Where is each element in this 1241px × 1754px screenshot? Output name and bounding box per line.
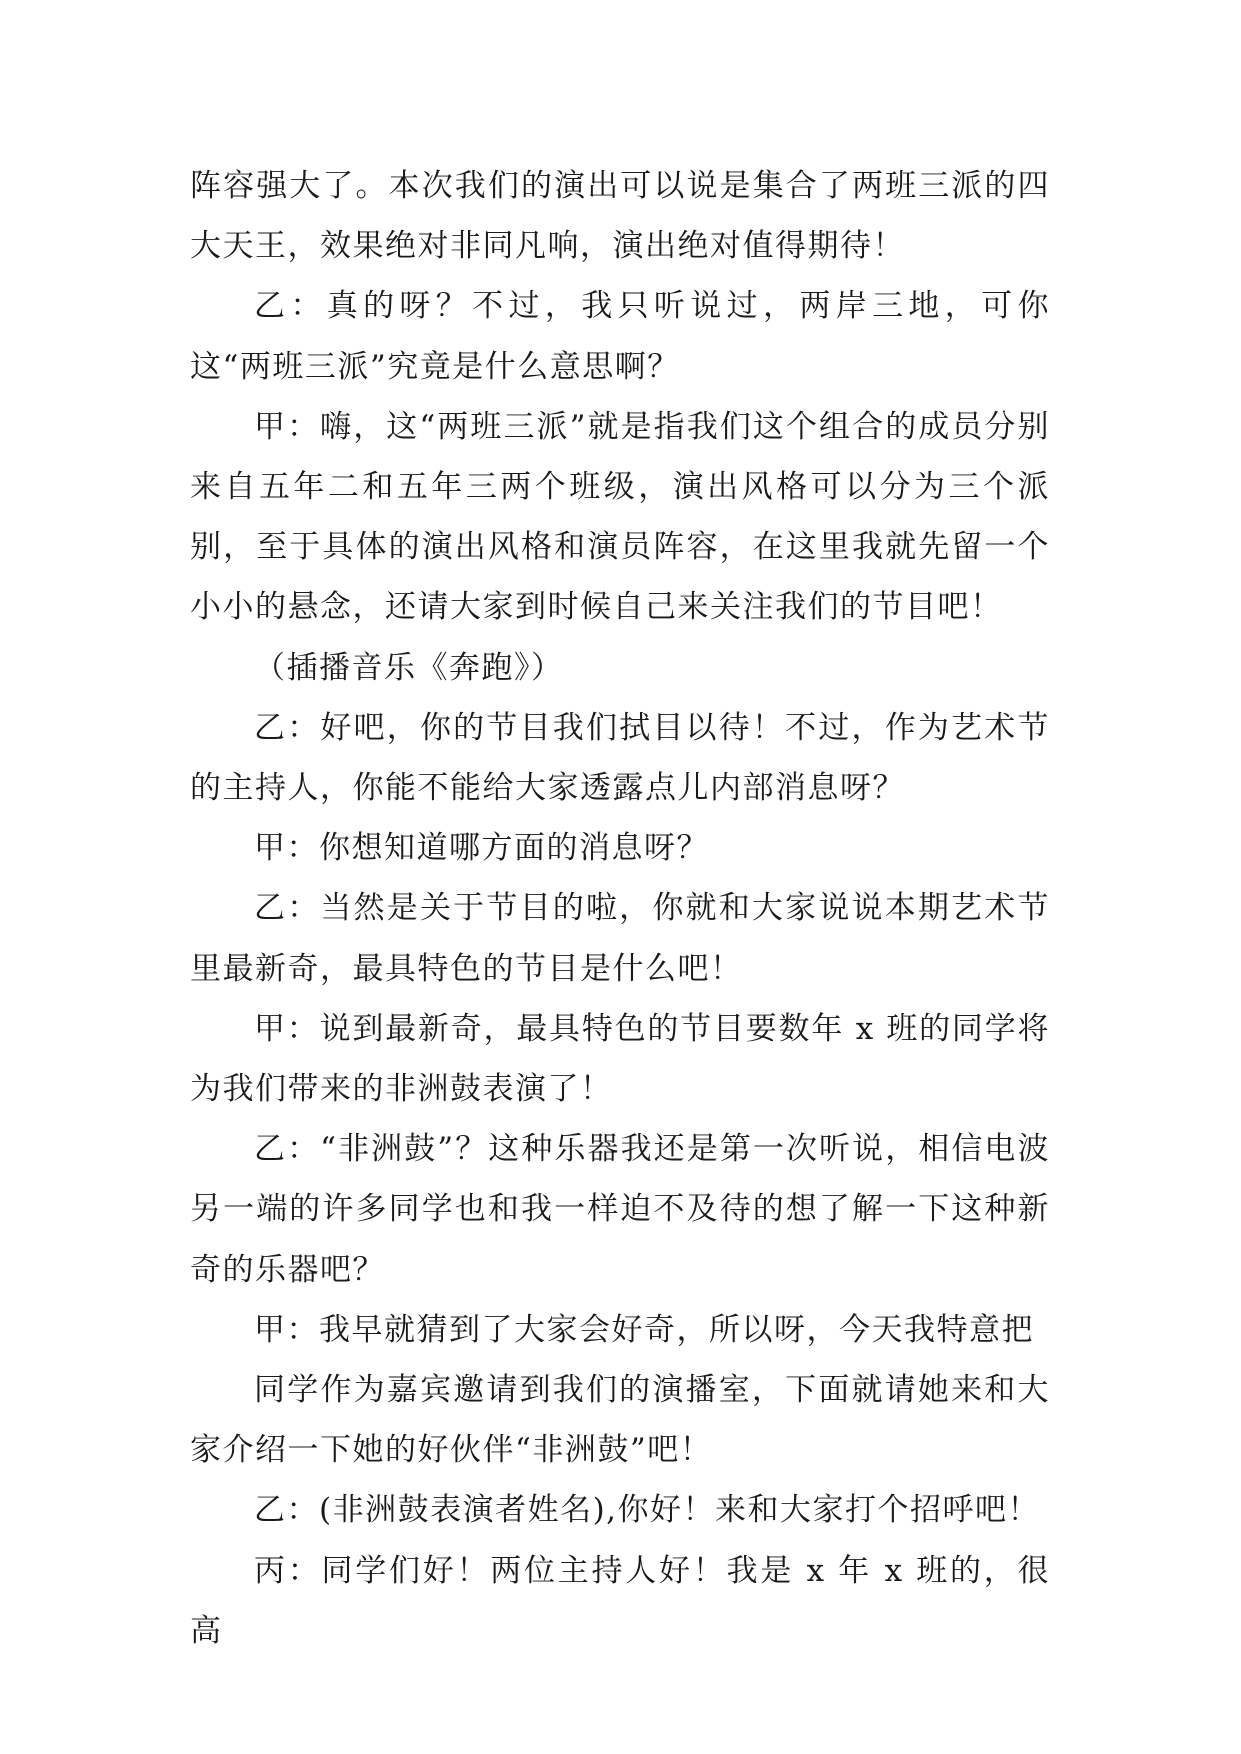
paragraph: 丙：同学们好！两位主持人好！我是 x 年 x 班的，很高 <box>190 1552 1050 1649</box>
paragraph: 乙：(非洲鼓表演者姓名),你好！来和大家打个招呼吧！ <box>254 1492 1041 1529</box>
paragraph: 乙：好吧，你的节目我们拭目以待！不过，作为艺术节的主持人，你能不能给大家透露点儿内部消息呀？ <box>190 709 1050 807</box>
paragraph: 甲：你想知道哪方面的消息呀？ <box>254 830 709 867</box>
paragraph: 甲：我早就猜到了大家会好奇，所以呀，今天我特意把 <box>254 1311 1034 1348</box>
paragraph: 乙：当然是关于节目的啦，你就和大家说说本期艺术节里最新奇，最具特色的节目是什么吧！ <box>190 890 1050 987</box>
paragraph: 同学作为嘉宾邀请到我们的演播室，下面就请她来和大家介绍一下她的好伙伴“非洲鼓”吧！ <box>190 1372 1050 1469</box>
paragraph: （插播音乐《奔跑》） <box>254 649 564 686</box>
paragraph: 甲：嗨，这“两班三派”就是指我们这个组合的成员分别来自五年二和五年三两个班级，演出风格可以分为三个派别，至于具体的演出风格和演员阵容，在这里我就先留一个小小的悬念，还请大家到时候自己来关注我们的节目吧！ <box>190 408 1050 626</box>
paragraph: 乙：“非洲鼓”？这种乐器我还是第一次听说，相信电波另一端的许多同学也和我一样迫不及待的想了解一下这种新奇的乐器吧？ <box>190 1131 1050 1288</box>
paragraph: 乙：真的呀？不过，我只听说过，两岸三地，可你这“两班三派”究竟是什么意思啊？ <box>190 288 1050 385</box>
paragraph: 阵容强大了。本次我们的演出可以说是集合了两班三派的四大天王，效果绝对非同凡响，演出绝对值得期待！ <box>190 168 1050 265</box>
document-body <box>190 156 1050 1661</box>
paragraph: 甲：说到最新奇，最具特色的节目要数年 x 班的同学将为我们带来的非洲鼓表演了！ <box>190 1010 1050 1108</box>
